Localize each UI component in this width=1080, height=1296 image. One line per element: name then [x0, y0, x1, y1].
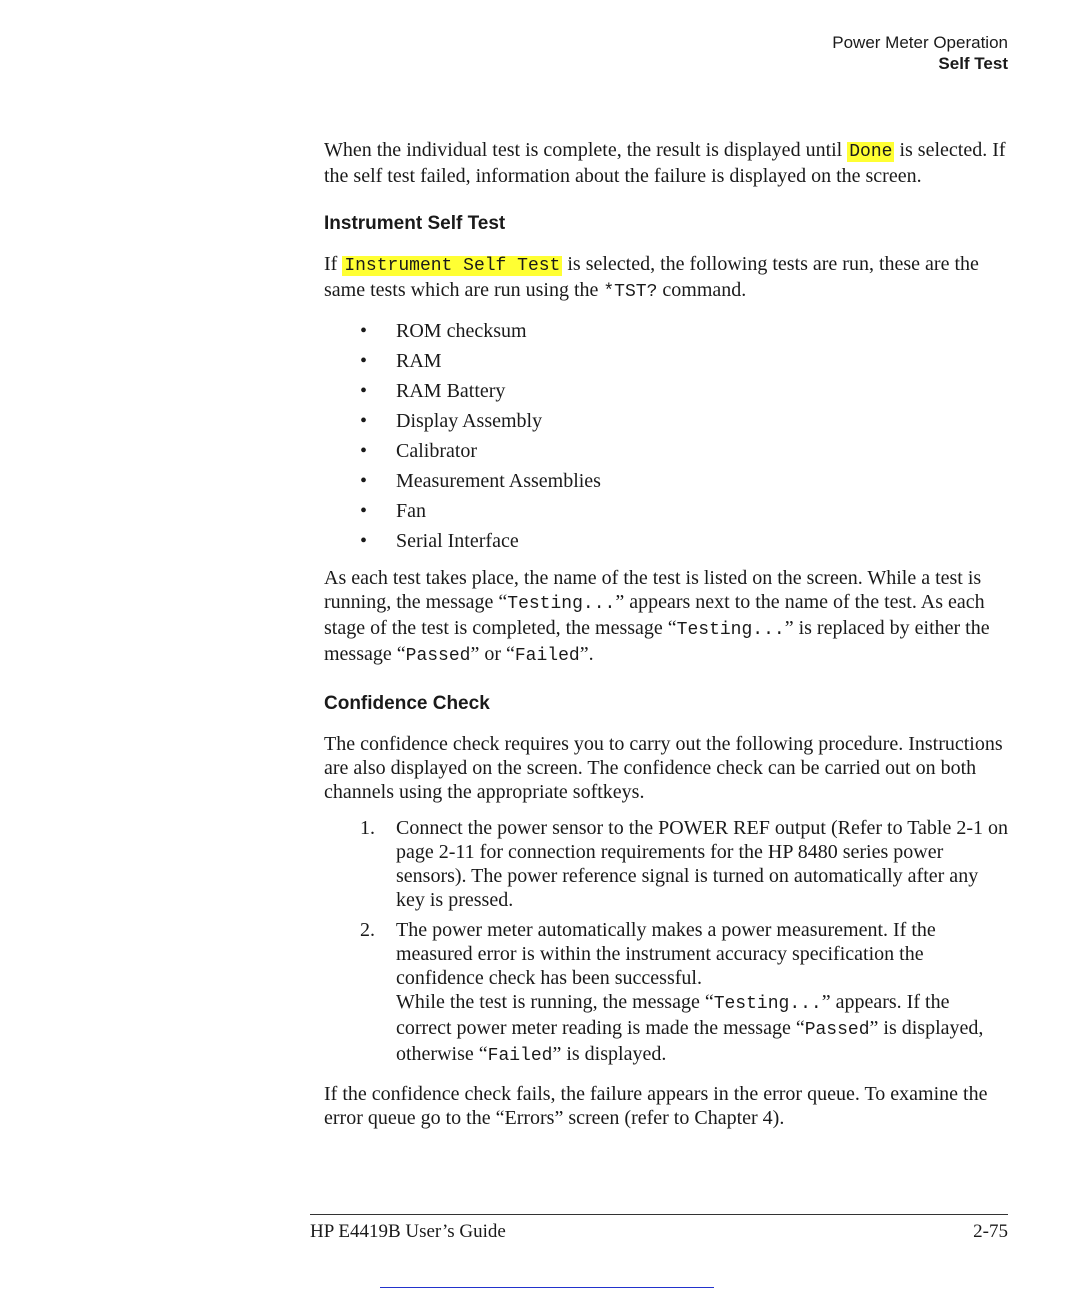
step-number: 2.: [360, 919, 375, 941]
list-item: 2. The power meter automatically makes a power measurement. If the measured error is within the instrument accuracy specification the confidence check has been successful. While the test is running, the message “Testing...” appears. If the correct power meter reading is made the message “Passed” is displayed, otherwise “Failed” is displayed.: [360, 919, 984, 1066]
instrument-self-test-heading: Instrument Self Test: [324, 213, 506, 234]
instrument-self-test-softkey: Instrument Self Test: [344, 256, 561, 276]
intro-paragraph: When the individual test is complete, the result is displayed until Done is selected. If the self test failed, information about the failure is displayed on the screen.: [324, 139, 1006, 187]
list-item: 1. Connect the power sensor to the POWER REF output (Refer to Table 2-1 on page 2-11 for connection requirements for the HP 8480 series power sensors). The power reference signal is turned on automatically after any key is pressed.: [360, 817, 1009, 911]
page-number: 2-75: [973, 1221, 1008, 1242]
list-item: • Serial Interface: [360, 526, 1008, 556]
list-item: • Calibrator: [360, 436, 1008, 466]
testing-paragraph: As each test takes place, the name of the test is listed on the screen. While a test is running, the message “Testing...” appears next to the name of the test. As each stage of the test is completed, the message “Testing...” is replaced by either the message “Passed” or “Failed”.: [324, 567, 990, 666]
test-list: [324, 316, 1008, 556]
list-item: • Measurement Assemblies: [360, 466, 1008, 496]
footer-guide-title: HP E4419B User’s Guide: [310, 1221, 506, 1242]
step-number: 1.: [360, 817, 375, 839]
list-item: • Display Assembly: [360, 406, 1008, 436]
page-content: [324, 138, 1008, 1130]
bullet-icon: •: [360, 440, 368, 462]
bullet-icon: •: [360, 350, 368, 372]
tst-command: *TST?: [603, 282, 658, 302]
procedure-steps: [324, 816, 1008, 1068]
footer-divider: [310, 1214, 1008, 1215]
link-underline[interactable]: [380, 1287, 714, 1288]
page-footer: [310, 1220, 1008, 1244]
bullet-icon: •: [360, 410, 368, 432]
list-item: • RAM: [360, 346, 1008, 376]
done-softkey: Done: [849, 142, 893, 162]
section-title: Self Test: [938, 54, 1008, 73]
bullet-icon: •: [360, 470, 368, 492]
confidence-check-heading: Confidence Check: [324, 693, 490, 714]
page-header: [832, 32, 1008, 74]
list-item: • ROM checksum: [360, 316, 1008, 346]
bullet-icon: •: [360, 500, 368, 522]
bullet-icon: •: [360, 320, 368, 342]
list-item: • RAM Battery: [360, 376, 1008, 406]
bullet-icon: •: [360, 530, 368, 552]
bullet-icon: •: [360, 380, 368, 402]
confidence-fail-paragraph: If the confidence check fails, the failure appears in the error queue. To examine the error queue go to the “Errors” screen (refer to Chapter 4).: [324, 1083, 988, 1129]
chapter-title: Power Meter Operation: [832, 33, 1008, 52]
list-item: • Fan: [360, 496, 1008, 526]
instrument-intro-paragraph: If Instrument Self Test is selected, the following tests are run, these are the same tests which are run using the *TST? command.: [324, 253, 979, 302]
confidence-intro-paragraph: The confidence check requires you to carry out the following procedure. Instructions are also displayed on the screen. The confidence check can be carried out on both channels using the appropriate softkeys.: [324, 733, 1003, 803]
